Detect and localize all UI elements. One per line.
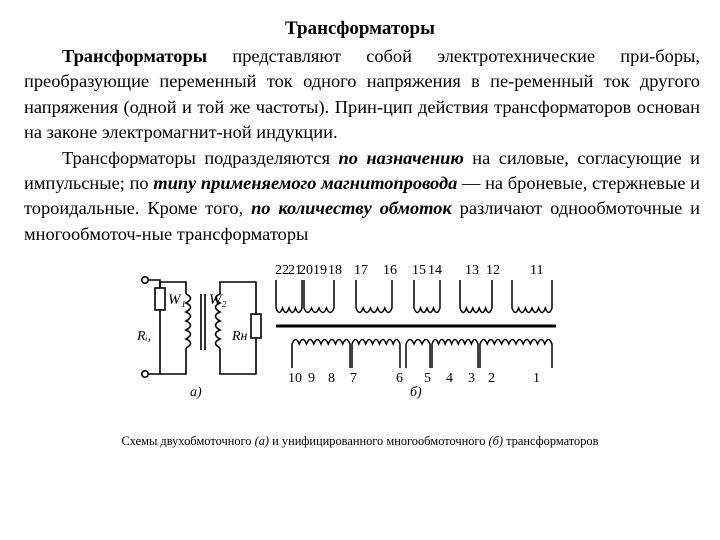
figure-caption: [120, 432, 600, 450]
terminal-number-top: 19: [313, 263, 327, 278]
top-winding: [414, 280, 440, 313]
terminal-number-top: 17: [354, 263, 368, 278]
bottom-winding: [432, 340, 478, 369]
caption-ref-b: (б): [488, 434, 503, 448]
paragraph-1-text: представляют собой электротехнические при-боры, преобразующие переменный ток одного напряжения в пе-ременный ток другого напряжения (одной и той же частоты). Прин-цип действия трансформаторов основан на законе электромагнит-ной индукции.: [24, 46, 700, 143]
core: [201, 294, 205, 350]
terminal-number-top: 15: [412, 263, 426, 278]
caption-text: трансформаторов: [502, 434, 599, 448]
paragraph-2-text: Трансформаторы подразделяются: [62, 147, 339, 168]
label-ri: Rᵢ,: [137, 329, 152, 344]
bottom-winding: [406, 340, 430, 369]
terminal-number-top: 21: [288, 263, 302, 278]
resistor-ri: [155, 288, 165, 310]
body-text: [24, 44, 700, 247]
terminal-number-top: 22: [275, 263, 289, 278]
figure-a-label: а): [190, 385, 202, 400]
label-rn: Rн: [232, 329, 248, 344]
wire: [148, 280, 160, 288]
wire: [160, 348, 186, 374]
caption-text: и унифицированного многообмоточного: [269, 434, 489, 448]
terminal: [142, 371, 148, 377]
top-winding: [512, 280, 552, 313]
resistor-rn: [251, 314, 261, 338]
terminal-number-top: 13: [465, 263, 479, 278]
page-title: Трансформаторы: [285, 18, 435, 39]
top-winding: [304, 280, 334, 313]
paragraph-1: [24, 44, 700, 146]
terminal-number-bottom: 6: [396, 371, 403, 386]
paragraph-2-text: на силовые, согласующие и импульсные; по: [24, 147, 700, 194]
emphasis-purpose: по назначению: [338, 147, 464, 168]
terminal-number-bottom: 5: [424, 371, 431, 386]
terminal-number-bottom: 7: [350, 371, 357, 386]
terminal-number-top: 14: [428, 263, 442, 278]
label-w1: W₁: [168, 292, 186, 308]
terminal-number-bottom: 3: [468, 371, 475, 386]
top-winding: [276, 280, 302, 313]
caption-ref-a: (а): [254, 434, 270, 448]
lead-term: Трансформаторы: [62, 46, 208, 66]
emphasis-core-type: типу применяемого магнитопровода: [153, 173, 458, 194]
terminal-number-top: 16: [383, 263, 397, 278]
bottom-winding: [480, 340, 552, 369]
terminal-number-top: 11: [530, 263, 544, 278]
caption-text: Схемы двухобмоточного: [121, 434, 255, 448]
two-winding-schematic: [142, 277, 261, 377]
terminal-number-bottom: 10: [288, 371, 302, 386]
paragraph-2-text: различают однообмоточные и многообмоточ-ные трансформаторы: [24, 198, 700, 244]
transformer-schematics: [0, 258, 720, 418]
terminal-number-bottom: 1: [533, 371, 540, 386]
terminal-number-top: 20: [299, 263, 313, 278]
primary-coil: [186, 294, 191, 348]
terminal: [142, 277, 148, 283]
terminal-number-bottom: 8: [328, 371, 335, 386]
bottom-winding: [352, 340, 400, 369]
figure-b-label: б): [410, 385, 422, 400]
terminal-number-bottom: 9: [308, 371, 315, 386]
terminal-number-bottom: 2: [488, 371, 495, 386]
paragraph-2-text: — на броневые, стержневые и тороидальные. Кроме того,: [24, 173, 701, 219]
terminal-number-bottom: 4: [446, 371, 453, 386]
terminal-number-top: 18: [328, 263, 342, 278]
bottom-winding: [292, 340, 350, 369]
top-winding: [356, 280, 392, 313]
emphasis-winding-count: по количеству обмоток: [251, 198, 452, 219]
multi-winding-schematic: [275, 263, 556, 386]
label-w2: W₂: [209, 292, 227, 308]
terminal-number-top: 12: [486, 263, 500, 278]
paragraph-2: [24, 146, 700, 248]
top-winding: [460, 280, 492, 313]
